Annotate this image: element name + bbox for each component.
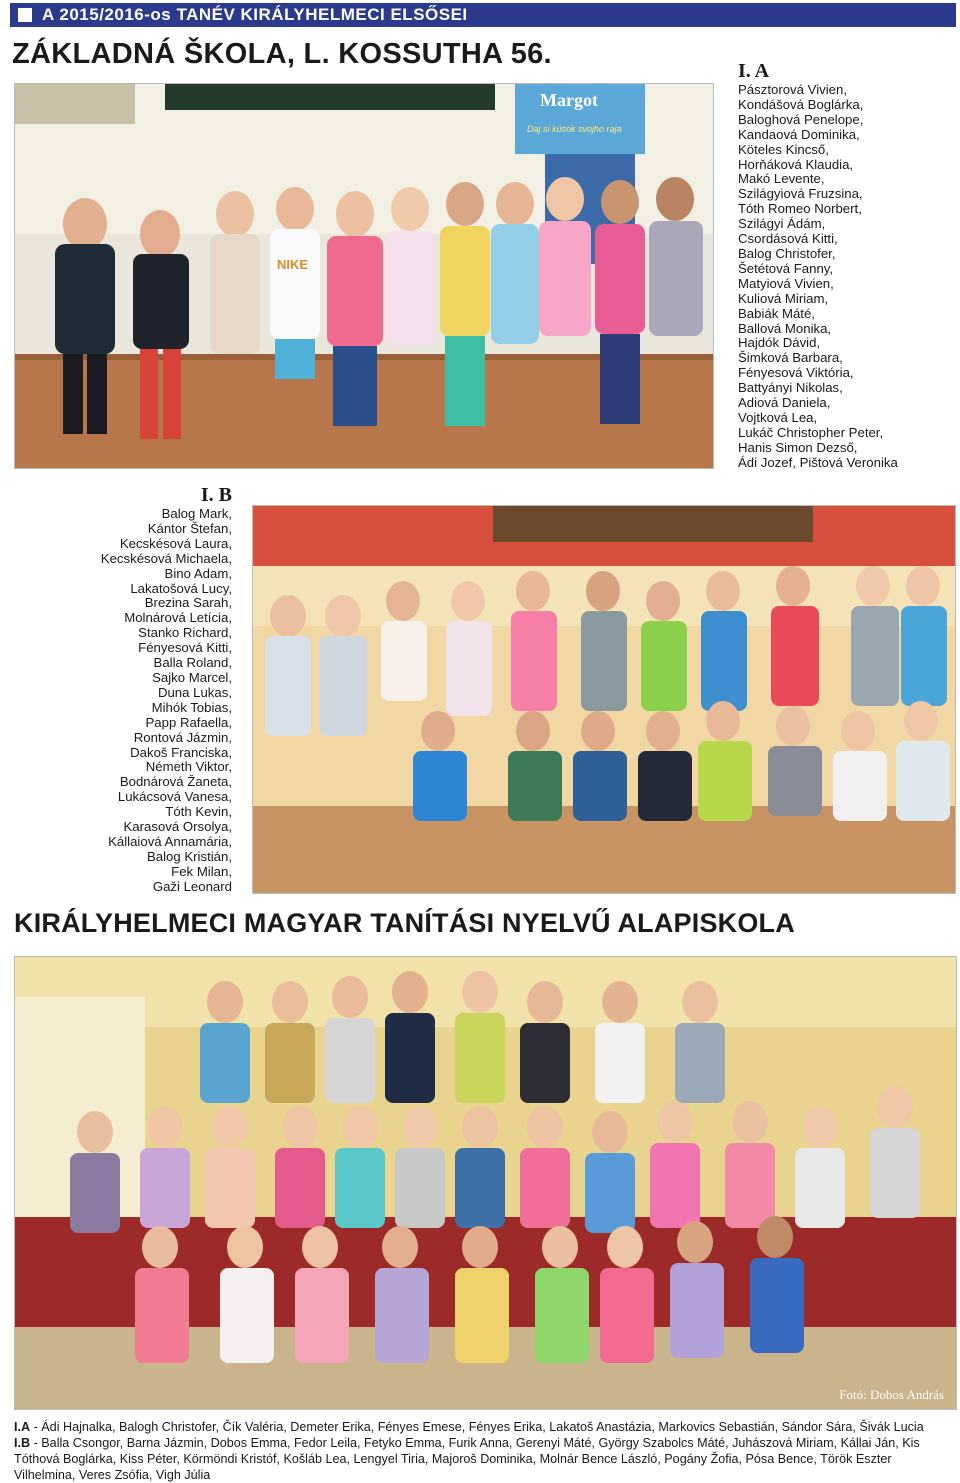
- photo-credit: Fotó: Dobos András: [839, 1387, 944, 1402]
- caption-ib: [14, 1435, 956, 1483]
- class-ia-name-item: Kondášová Boglárka,: [738, 96, 864, 112]
- class-ib-name-item: Kállaiová Annamária,: [108, 833, 232, 849]
- class-ia-name-item: Balog Christofer,: [738, 245, 836, 261]
- class-ib-name-item: Bodnárová Žaneta,: [119, 774, 232, 790]
- class-ia-name-item: Horňáková Klaudia,: [738, 156, 854, 172]
- class-ib-name-item: Brezina Sarah,: [144, 595, 232, 611]
- class-ia-name-item: Hajdók Dávid,: [738, 335, 821, 351]
- class-ia-name-item: Pásztorová Vivien,: [738, 82, 847, 97]
- photo-ib-illustration: [253, 506, 955, 893]
- class-ib-list: [101, 484, 232, 895]
- class-ib-name-item: Duna Lukas,: [157, 684, 232, 700]
- class-ib-name-item: Gaži Leonard: [152, 878, 232, 894]
- caption-ib-label: I.B: [14, 1436, 31, 1450]
- caption-ib-names: - Balla Csongor, Barna Jázmin, Dobos Emma, Fedor Leila, Fetyko Emma, Furik Anna, Gerenyi Máté, György Szabolcs Máté, Juhászová Miriam, Kállai Ján, Kis Tóthová Boglárka, Kiss Péter, Körmöndi Kristóf, Košláb Lea, Lengyel Tiria, Majoroš Dominika, Molnár Bence László, Pogány Žofia, Pósa Bence, Török Eszter Vilhelmina, Veres Zsófia, Vigh Júlia: [14, 1436, 920, 1482]
- class-ia-name-item: Kandaová Dominika,: [738, 126, 860, 142]
- class-ia-name-item: Kuliová Miriam,: [738, 290, 829, 306]
- class-ib-name-item: Molnárová Letícia,: [124, 610, 232, 626]
- class-ia-name-item: Hanis Simon Dezső,: [738, 439, 858, 455]
- class-ia-name-item: Battyányi Nikolas,: [738, 380, 843, 396]
- class-ia-heading: I. A: [738, 60, 770, 82]
- square-icon: [18, 8, 32, 22]
- school-title-1: ZÁKLADNÁ ŠKOLA, L. KOSSUTHA 56.: [12, 38, 552, 70]
- class-photo-ia: [14, 83, 714, 469]
- class-ib-name-item: Fek Milan,: [171, 863, 232, 879]
- class-ib-heading: I. B: [200, 484, 232, 506]
- class-ib-name-item: Papp Rafaella,: [145, 714, 232, 730]
- class-ib-name-item: Balog Mark,: [161, 506, 232, 521]
- class-ia-name-item: Ádi Jozef, Pištová Veronika: [738, 454, 898, 470]
- class-ib-name-item: Kecskésová Laura,: [119, 535, 232, 551]
- class-ia-name-item: Szilágyi Ádám,: [738, 216, 826, 232]
- class-ia-name-item: Lukáč Christopher Peter,: [738, 424, 884, 440]
- class-ia-name-item: Ballová Monika,: [738, 320, 832, 336]
- class-ia-name-item: Babiák Máté,: [738, 305, 815, 321]
- class-ia-name-item: Fényesová Viktória,: [738, 365, 854, 381]
- shirt-logo: NIKE: [277, 257, 309, 272]
- class-ib-name-item: Sajko Marcel,: [152, 669, 232, 685]
- class-ia-name-item: Köteles Kincső,: [738, 141, 829, 157]
- caption-ia: [14, 1419, 956, 1435]
- header-banner: [10, 3, 956, 27]
- class-ia-name-item: Adiová Daniela,: [738, 395, 831, 411]
- class-ib-name-item: Stanko Richard,: [138, 625, 232, 641]
- class-ib-name-item: Dakoš Franciska,: [130, 744, 232, 760]
- class-ib-name-item: Mihók Tobias,: [151, 699, 232, 715]
- class-ia-name-item: Makó Levente,: [738, 171, 825, 187]
- class-ib-name-item: Lakatošová Lucy,: [130, 580, 232, 596]
- class-photo-hungarian-school: [14, 956, 957, 1410]
- photo-ia-illustration: [15, 84, 713, 468]
- photo-hungarian-illustration: [15, 957, 956, 1409]
- class-ib-names: [101, 507, 232, 895]
- class-ia-name-item: Matyiová Vivien,: [738, 275, 834, 291]
- class-ib-name-item: Bino Adam,: [164, 565, 232, 581]
- class-ia-name-item: Šetétová Fanny,: [738, 260, 834, 276]
- class-ia-name-item: Šimková Barbara,: [738, 350, 843, 366]
- class-ib-name-item: Karasová Orsolya,: [123, 819, 232, 835]
- class-ia-name-item: Szilágyiová Fruzsina,: [738, 186, 863, 202]
- poster-sub: Daj si kúsok svojho raja: [527, 124, 622, 134]
- class-ib-name-item: Rontová Jázmin,: [133, 729, 232, 745]
- class-ia-name-item: Baloghová Penelope,: [738, 111, 864, 127]
- class-ia-name-item: Vojtková Lea,: [738, 409, 818, 425]
- class-ib-name-item: Kecskésová Michaela,: [100, 550, 232, 566]
- caption-ia-label: I.A: [14, 1420, 31, 1434]
- class-ia-name-item: Csordásová Kitti,: [738, 231, 838, 247]
- school-title-2: KIRÁLYHELMECI MAGYAR TANÍTÁSI NYELVŰ ALAPISKOLA: [14, 908, 795, 938]
- poster-brand: Margot: [540, 90, 598, 110]
- class-ia-name-item: Tóth Romeo Norbert,: [738, 201, 862, 217]
- class-ib-name-item: Németh Viktor,: [145, 759, 232, 775]
- class-ib-name-item: Kántor Štefan,: [147, 520, 232, 536]
- caption-ia-names: - Ádi Hajnalka, Balogh Christofer, Čík Valéria, Demeter Erika, Fényes Emese, Fényes Erika, Lakatoš Anastázia, Markovics Sebastián, Sándor Sára, Šivák Lucia: [30, 1420, 924, 1434]
- class-ib-name-item: Lukácsová Vanesa,: [117, 789, 232, 805]
- class-ib-name-item: Tóth Kevin,: [165, 804, 232, 820]
- banner-text: A 2015/2016-os TANÉV KIRÁLYHELMECI ELSŐSEI: [42, 5, 468, 24]
- class-ib-name-item: Fényesová Kitti,: [138, 640, 232, 656]
- class-ib-name-item: Balog Kristián,: [146, 848, 232, 864]
- class-ia-names: [738, 83, 898, 471]
- caption-text: [14, 1419, 956, 1483]
- class-photo-ib: [252, 505, 956, 894]
- class-ib-name-item: Balla Roland,: [153, 655, 232, 671]
- class-ia-list: [738, 60, 898, 471]
